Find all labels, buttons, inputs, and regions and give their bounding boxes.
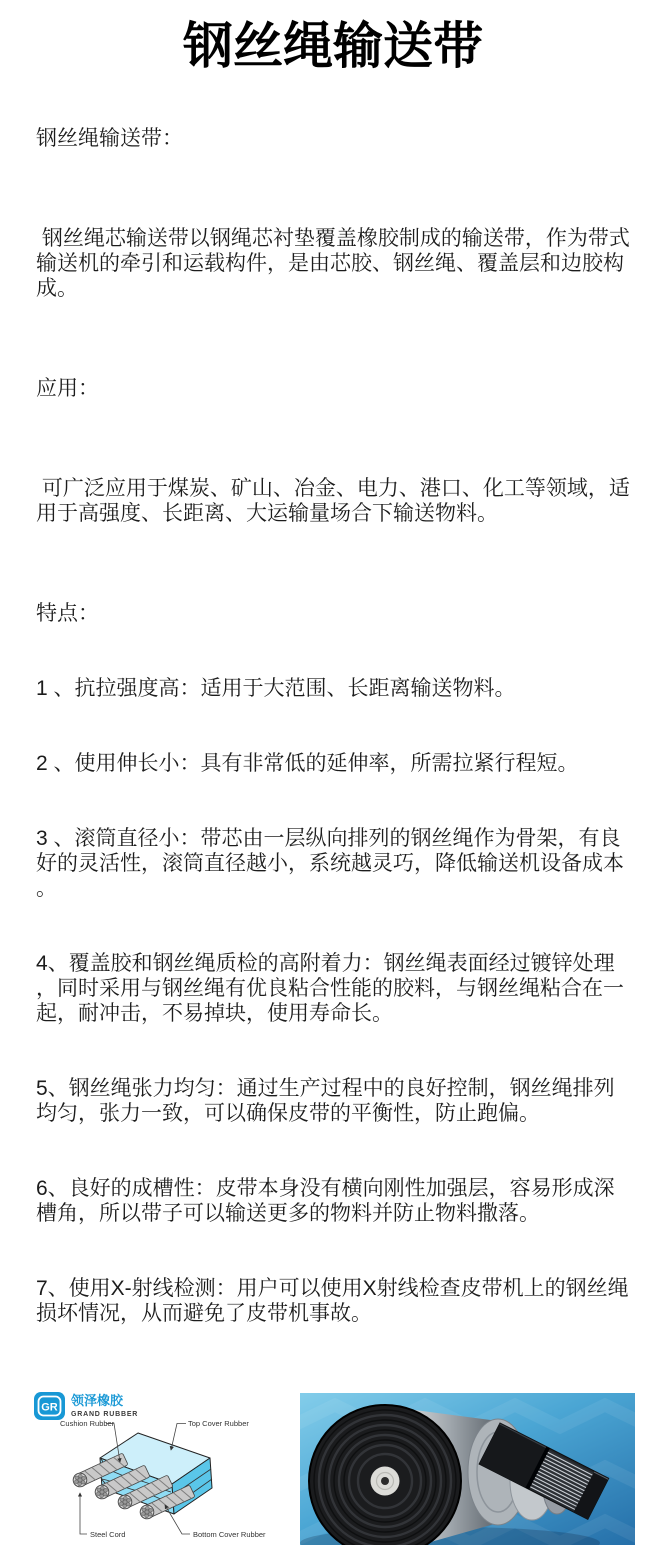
feature-item: 3 、滚筒直径小：带芯由一层纵向排列的钢丝绳作为骨架，有良好的灵活性，滚筒直径越小，系统越灵巧，降低输送机设备成本。 [36,827,624,900]
intro-label: 钢丝绳输送带： [36,127,183,150]
feature-item: 1 、抗拉强度高：适用于大范围、长距离输送物料。 [36,677,516,700]
belt-structure-diagram [30,1390,298,1550]
feature-item: 2 、使用伸长小：具有非常低的延伸率，所需拉紧行程短。 [36,752,579,775]
article-body [0,76,666,1376]
diagram-label-top-cover-rubber: Top Cover Rubber [188,1419,249,1428]
application-paragraph: 可广泛应用于煤炭、矿山、冶金、电力、港口、化工等领域，适用于高强度、长距离、大运输量场合下输送物料。 [36,477,630,525]
logo-monogram: GR [41,1401,58,1414]
features-heading: 特点： [36,602,99,625]
intro-paragraph: 钢丝绳芯输送带以钢绳芯衬垫覆盖橡胶制成的输送带，作为带式输送机的牵引和运载构件，是由芯胶、钢丝绳、覆盖层和边胶构成。 [36,227,630,300]
feature-item: 7、使用X-射线检测：用户可以使用X射线检查皮带机上的钢丝绳损坏情况，从而避免了皮带机事故。 [36,1277,629,1325]
feature-item: 4、覆盖胶和钢丝绳质检的高附着力：钢丝绳表面经过镀锌处理，同时采用与钢丝绳有优良粘合性能的胶料，与钢丝绳粘合在一起，耐冲击，不易掉块，使用寿命长。 [36,952,624,1025]
diagram-label-steel-cord: Steel Cord [90,1530,126,1539]
application-heading: 应用： [36,377,99,400]
diagram-label-bottom-cover-rubber: Bottom Cover Rubber [193,1530,266,1539]
figure-row [0,1390,666,1550]
belt-product-photo [300,1393,635,1545]
page-title: 钢丝绳输送带 [183,18,483,74]
product-page [0,16,666,1539]
steel-cord-leader-line [80,1493,87,1534]
feature-item: 6、良好的成槽性：皮带本身没有横向刚性加强层，容易形成深槽角，所以带子可以输送更多的物料并防止物料撒落。 [36,1177,615,1225]
diagram-label-cushion-rubber: Cushion Rubber [60,1419,115,1428]
roll-core-hole [381,1477,389,1485]
feature-item: 5、钢丝绳张力均匀：通过生产过程中的良好控制，钢丝绳排列均匀，张力一致，可以确保皮带的平衡性，防止跑偏。 [36,1077,615,1125]
logo-name-english: GRAND RUBBER [71,1411,139,1418]
main-belt-roll [309,1405,461,1545]
grand-rubber-logo [34,1392,138,1420]
logo-name-chinese: 领泽橡胶 [71,1393,124,1408]
